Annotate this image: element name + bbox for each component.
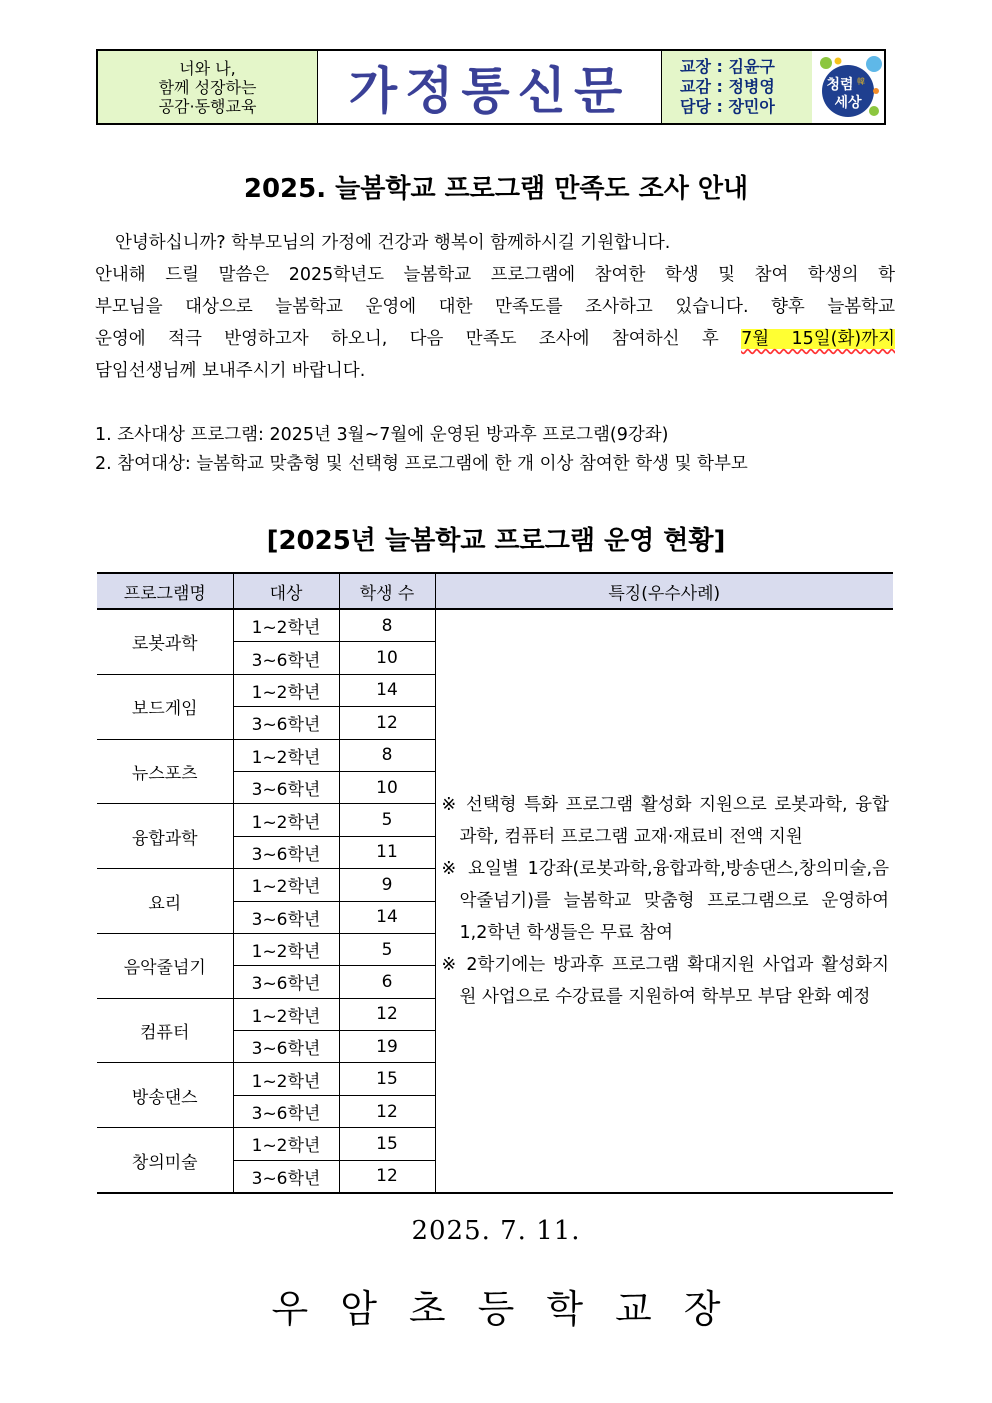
grade-cell: 3~6학년 — [233, 707, 339, 739]
logo-text-bottom: 세상 — [834, 95, 862, 111]
staff-list — [662, 51, 812, 123]
grade-cell: 1~2학년 — [233, 1063, 339, 1095]
staff-principal: 교장 : 김윤구 — [680, 57, 775, 76]
grade-cell: 1~2학년 — [233, 933, 339, 965]
program-name-cell: 보드게임 — [97, 674, 233, 739]
student-count-cell: 12 — [339, 1095, 435, 1127]
program-name-cell: 방송댄스 — [97, 1063, 233, 1128]
student-count-cell: 9 — [339, 869, 435, 901]
student-count-cell: 12 — [339, 707, 435, 739]
feature-item: ※ 선택형 특화 프로그램 활성화 지원으로 로봇과학, 융합과학, 컴퓨터 프로그램 교재·재료비 전액 지원 — [441, 795, 889, 848]
student-count-cell: 14 — [339, 674, 435, 706]
student-count-cell: 5 — [339, 804, 435, 836]
newsletter-title: 가정통신문 — [348, 61, 631, 120]
list-item: 2. 참여대상: 늘봄학교 맞춤형 및 선택형 프로그램에 한 개 이상 참여한 학생 및 학부모 — [95, 454, 748, 474]
intro-line: 안내해 드릴 말씀은 2025학년도 늘봄학교 프로그램에 참여한 학생 및 참여 학생의 학 — [95, 265, 895, 285]
student-count-cell: 6 — [339, 966, 435, 998]
grade-cell: 1~2학년 — [233, 998, 339, 1030]
grade-cell: 1~2학년 — [233, 869, 339, 901]
student-count-cell: 10 — [339, 771, 435, 803]
grade-cell: 1~2학년 — [233, 674, 339, 706]
grade-cell: 3~6학년 — [233, 642, 339, 674]
header-features: 특징(우수사례) — [435, 573, 893, 609]
table-body — [97, 609, 893, 1193]
features-cell — [435, 609, 893, 1193]
table-title: [2025년 늘봄학교 프로그램 운영 현황] — [266, 526, 726, 556]
staff-contact: 담당 : 장민아 — [680, 97, 775, 116]
integrity-logo-cell — [812, 51, 884, 123]
header-count: 학생 수 — [339, 573, 435, 609]
grade-cell: 3~6학년 — [233, 1095, 339, 1127]
program-name-cell: 융합과학 — [97, 804, 233, 869]
student-count-cell: 10 — [339, 642, 435, 674]
student-count-cell: 15 — [339, 1063, 435, 1095]
deadline-highlight: 7월 15일(화)까지 — [741, 329, 895, 349]
program-name-cell: 요리 — [97, 869, 233, 934]
program-name-cell: 컴퓨터 — [97, 998, 233, 1063]
table-header-row — [97, 573, 893, 609]
student-count-cell: 12 — [339, 998, 435, 1030]
intro-line — [95, 323, 895, 355]
intro-line: 부모님을 대상으로 늘봄학교 운영에 대한 만족도를 조사하고 있습니다. 향후 늘봄학교 — [95, 297, 895, 317]
newsletter-title-cell — [318, 51, 662, 123]
intro-line: 안녕하십니까? 학부모님의 가정에 건강과 행복이 함께하시길 기원합니다. — [115, 233, 671, 253]
program-name-cell: 창의미술 — [97, 1128, 233, 1193]
program-name-cell: 로봇과학 — [97, 609, 233, 674]
motto-line: 공감·동행교육 — [158, 96, 257, 116]
feature-item: ※ 2학기에는 방과후 프로그램 확대지원 사업과 활성화지원 사업으로 수강료를 지원하여 학부모 부담 완화 예정 — [441, 955, 889, 1008]
intro-line: 담임선생님께 보내주시기 바랍니다. — [95, 361, 366, 381]
student-count-cell: 8 — [339, 609, 435, 642]
student-count-cell: 11 — [339, 836, 435, 868]
staff-vice-principal: 교감 : 정병영 — [680, 77, 775, 96]
motto-line: 너와 나, — [179, 58, 236, 78]
integrity-logo-icon — [812, 51, 886, 123]
logo-text-top: 청렴 — [826, 77, 854, 93]
grade-cell: 3~6학년 — [233, 836, 339, 868]
program-name-cell: 뉴스포츠 — [97, 739, 233, 804]
grade-cell: 1~2학년 — [233, 804, 339, 836]
feature-item: ※ 요일별 1강좌(로봇과학,융합과학,방송댄스,창의미술,음악줄넘기)를 늘봄학교 맞춤형 프로그램으로 운영하여 1,2학년 학생들은 무료 참여 — [441, 859, 889, 944]
program-name-cell: 음악줄넘기 — [97, 933, 233, 998]
list-item: 1. 조사대상 프로그램: 2025년 3월~7월에 운영된 방과후 프로그램(9강좌) — [95, 425, 669, 445]
logo-text-small: 韓 — [857, 77, 865, 86]
intro-paragraph — [95, 227, 895, 387]
grade-cell: 3~6학년 — [233, 1031, 339, 1063]
school-motto — [98, 51, 318, 123]
document-title: 2025. 늘봄학교 프로그램 만족도 조사 안내 — [243, 174, 749, 204]
newsletter-header — [96, 49, 886, 125]
grade-cell: 3~6학년 — [233, 771, 339, 803]
intro-line-text: 운영에 적극 반영하고자 하오니, 다음 만족도 조사에 참여하신 후 — [95, 329, 742, 349]
grade-cell: 3~6학년 — [233, 1160, 339, 1193]
issue-date: 2025. 7. 11. — [411, 1216, 581, 1246]
student-count-cell: 5 — [339, 933, 435, 965]
grade-cell: 1~2학년 — [233, 1128, 339, 1160]
student-count-cell: 15 — [339, 1128, 435, 1160]
student-count-cell: 14 — [339, 901, 435, 933]
grade-cell: 1~2학년 — [233, 609, 339, 642]
program-status-table — [97, 572, 893, 1194]
grade-cell: 3~6학년 — [233, 966, 339, 998]
motto-line: 함께 성장하는 — [158, 77, 257, 97]
header-program: 프로그램명 — [97, 573, 233, 609]
principal-signature: 우암초등학교장 — [271, 1287, 753, 1331]
student-count-cell: 12 — [339, 1160, 435, 1193]
grade-cell: 3~6학년 — [233, 901, 339, 933]
survey-info-list — [95, 421, 895, 479]
student-count-cell: 19 — [339, 1031, 435, 1063]
student-count-cell: 8 — [339, 739, 435, 771]
header-target: 대상 — [233, 573, 339, 609]
grade-cell: 1~2학년 — [233, 739, 339, 771]
table-row — [97, 609, 893, 642]
